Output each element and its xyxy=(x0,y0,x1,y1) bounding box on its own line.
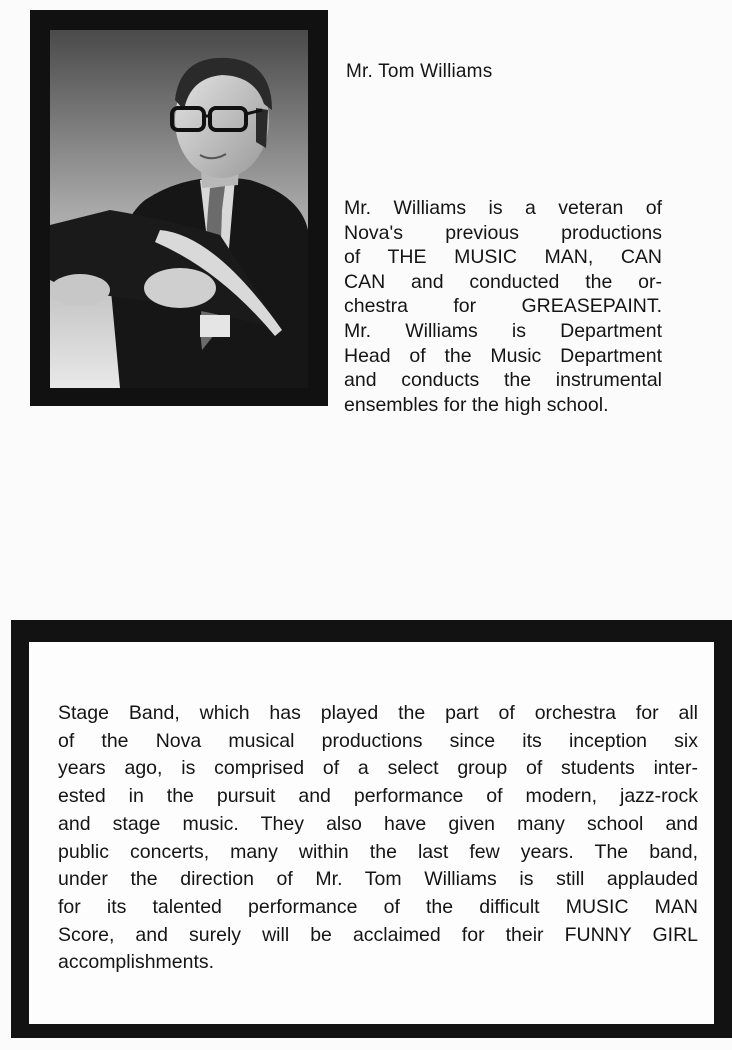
bio-line: ensembles for the high school. xyxy=(344,393,609,416)
director-bio xyxy=(344,196,662,417)
stage-band-paragraph xyxy=(58,700,698,977)
band-line: for its talented performance of the difficult MUSIC MAN xyxy=(58,895,698,918)
band-line: Stage Band, which has played the part of orchestra for all xyxy=(58,702,698,724)
band-line: Score, and surely will be acclaimed for their FUNNY GIRL xyxy=(58,923,698,946)
portrait-illustration xyxy=(50,30,308,388)
bio-line: and conducts the instrumental xyxy=(344,369,662,392)
band-line: and stage music. They also have given many school and xyxy=(58,812,698,835)
band-line: under the direction of Mr. Tom Williams is still applauded xyxy=(58,868,698,891)
bio-line: CAN and conducted the or- xyxy=(344,270,662,293)
band-line: ested in the pursuit and performance of modern, jazz-rock xyxy=(58,785,698,808)
stage-band-frame xyxy=(11,620,732,1038)
portrait-photo-frame xyxy=(30,10,328,406)
bio-line: Mr. Williams is Department xyxy=(344,319,662,342)
band-line: accomplishments. xyxy=(58,951,215,974)
band-line: years ago, is comprised of a select group of students inter- xyxy=(58,757,698,780)
bio-line: Nova's previous productions xyxy=(344,221,662,244)
director-name: Mr. Tom Williams xyxy=(346,61,493,82)
bio-line: Mr. Williams is a veteran of xyxy=(344,197,662,219)
bio-line: Head of the Music Department xyxy=(344,344,662,367)
bio-line: of THE MUSIC MAN, CAN xyxy=(344,246,662,269)
stage-band-panel xyxy=(29,642,714,1024)
band-line: of the Nova musical productions since its inception six xyxy=(58,729,698,752)
band-line: public concerts, many within the last few years. The band, xyxy=(58,840,698,863)
bio-line: chestra for GREASEPAINT. xyxy=(344,295,662,318)
portrait-photo xyxy=(50,30,308,388)
